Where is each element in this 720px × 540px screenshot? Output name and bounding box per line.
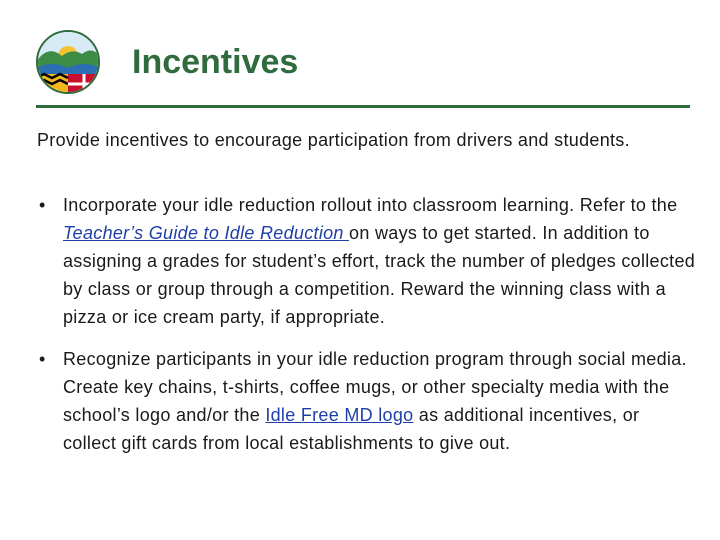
bullet-text: Incorporate your idle reduction rollout into classroom learning. Refer to the bbox=[63, 195, 678, 215]
bullet-text: on ways to get started. In addition to assigning a grades for student’s effort, track the number of pledges collected by class or group through a competition. Reward the winning class with a pizza or ice cream party, if appropriate. bbox=[63, 223, 696, 327]
bullet-marker: • bbox=[39, 349, 46, 369]
intro-paragraph: Provide incentives to encourage participation from drivers and students. bbox=[37, 130, 630, 150]
title-divider bbox=[36, 105, 690, 108]
maryland-logo-icon bbox=[36, 30, 100, 94]
bullet-marker: • bbox=[39, 195, 46, 215]
list-item bbox=[37, 345, 697, 457]
idle-free-logo-link[interactable]: Idle Free MD logo bbox=[265, 405, 414, 425]
teachers-guide-link[interactable]: Teacher’s Guide to Idle Reduction bbox=[63, 223, 350, 243]
bullet-list bbox=[37, 191, 697, 471]
bullet-text: Recognize participants in your idle reduction program through social media. Create key chains, t-shirts, coffee mugs, or other specialty media with the school’s logo and/or the bbox=[63, 349, 687, 425]
list-item bbox=[37, 191, 697, 331]
bullet-text: as additional incentives, or collect gift cards from local establishments to give out. bbox=[63, 405, 640, 453]
page-title: Incentives bbox=[132, 43, 299, 81]
